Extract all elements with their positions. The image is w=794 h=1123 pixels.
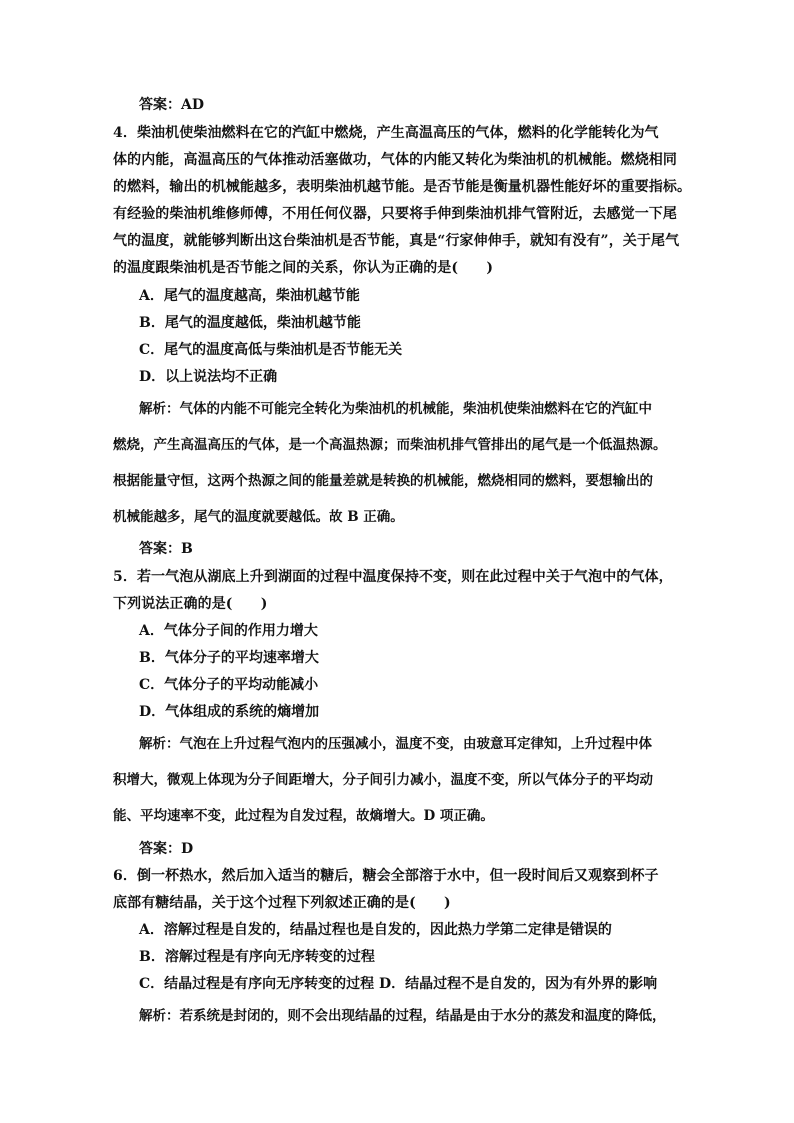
q5-analysis-line-1: 解析：气泡在上升过程气泡内的压强减小，温度不变，由玻意耳定律知，上升过程中体: [139, 736, 652, 752]
q6-option-a: A．溶解过程是自发的，结晶过程也是自发的，因此热力学第二定律是错误的: [139, 922, 612, 938]
q5-option-c: C．气体分子的平均动能减小: [139, 677, 319, 693]
q4-analysis-line-4: 机械能越多，尾气的温度就要越低。故 B 正确。: [113, 509, 404, 525]
q4-analysis-line-2: 燃烧，产生高温高压的气体，是一个高温热源；而柴油机排气管排出的尾气是一个低温热源。: [113, 437, 667, 453]
q6-option-b: B．溶解过程是有序向无序转变的过程: [139, 949, 375, 965]
q6-stem-line-2: 底部有糖结晶，关于这个过程下列叙述正确的是( ): [113, 895, 451, 911]
q4-stem-line-5: 气的温度，就能够判断出这台柴油机是否节能，真是“行家伸伸手，就知有没有”，关于尾气: [113, 233, 680, 249]
q4-stem-line-6: 的温度跟柴油机是否节能之间的关系，你认为正确的是( ): [113, 260, 494, 276]
q5-analysis-line-3: 能、平均速率不变，此过程为自发过程，故熵增大。D 项正确。: [113, 808, 494, 824]
q4-analysis-line-3: 根据能量守恒，这两个热源之间的能量差就是转换的机械能，燃烧相同的燃料，要想输出的: [113, 473, 653, 489]
q5-option-b: B．气体分子的平均速率增大: [139, 650, 319, 666]
q5-answer: 答案：D: [139, 841, 194, 857]
q5-option-d: D．气体组成的系统的熵增加: [139, 704, 320, 720]
q5-analysis-line-2: 积增大，微观上体现为分子间距增大，分子间引力减小，温度不变，所以气体分子的平均动: [113, 772, 653, 788]
q6-option-c-d: C．结晶过程是有序向无序转变的过程 D．结晶过程不是自发的，因为有外界的影响: [139, 976, 658, 992]
q4-stem-line-3: 的燃料，输出的机械能越多，表明柴油机越节能。是否节能是衡量机器性能好坏的重要指标。: [113, 179, 692, 195]
q4-analysis-line-1: 解析：气体的内能不可能完全转化为柴油机的机械能，柴油机使柴油燃料在它的汽缸中: [139, 401, 652, 417]
q4-stem-line-4: 有经验的柴油机维修师傅，不用任何仪器，只要将手伸到柴油机排气管附近，去感觉一下尾: [113, 206, 677, 222]
q6-stem-line-1: 6．倒一杯热水，然后加入适当的糖后，糖会全部溶于水中，但一段时间后又观察到杯子: [113, 868, 659, 884]
q4-option-c: C．尾气的温度高低与柴油机是否节能无关: [139, 342, 403, 358]
q4-option-b: B．尾气的温度越低，柴油机越节能: [139, 315, 361, 331]
q5-stem-line-2: 下列说法正确的是( ): [113, 596, 268, 612]
q6-analysis-line-1: 解析：若系统是封闭的，则不会出现结晶的过程，结晶是由于水分的蒸发和温度的降低，: [139, 1008, 666, 1024]
q4-option-d: D．以上说法均不正确: [139, 369, 278, 385]
q5-stem-line-1: 5．若一气泡从湖底上升到湖面的过程中温度保持不变，则在此过程中关于气泡中的气体，: [113, 569, 673, 585]
q4-answer: 答案：B: [139, 541, 193, 557]
q4-stem-line-2: 体的内能，高温高压的气体推动活塞做功，气体的内能又转化为柴油机的机械能。燃烧相同: [113, 152, 677, 168]
q4-stem-line-1: 4．柴油机使柴油燃料在它的汽缸中燃烧，产生高温高压的气体，燃料的化学能转化为气: [113, 125, 659, 141]
q4-option-a: A．尾气的温度越高，柴油机越节能: [139, 288, 360, 304]
q5-option-a: A．气体分子间的作用力增大: [139, 623, 318, 639]
answer-previous: 答案：AD: [139, 97, 205, 113]
